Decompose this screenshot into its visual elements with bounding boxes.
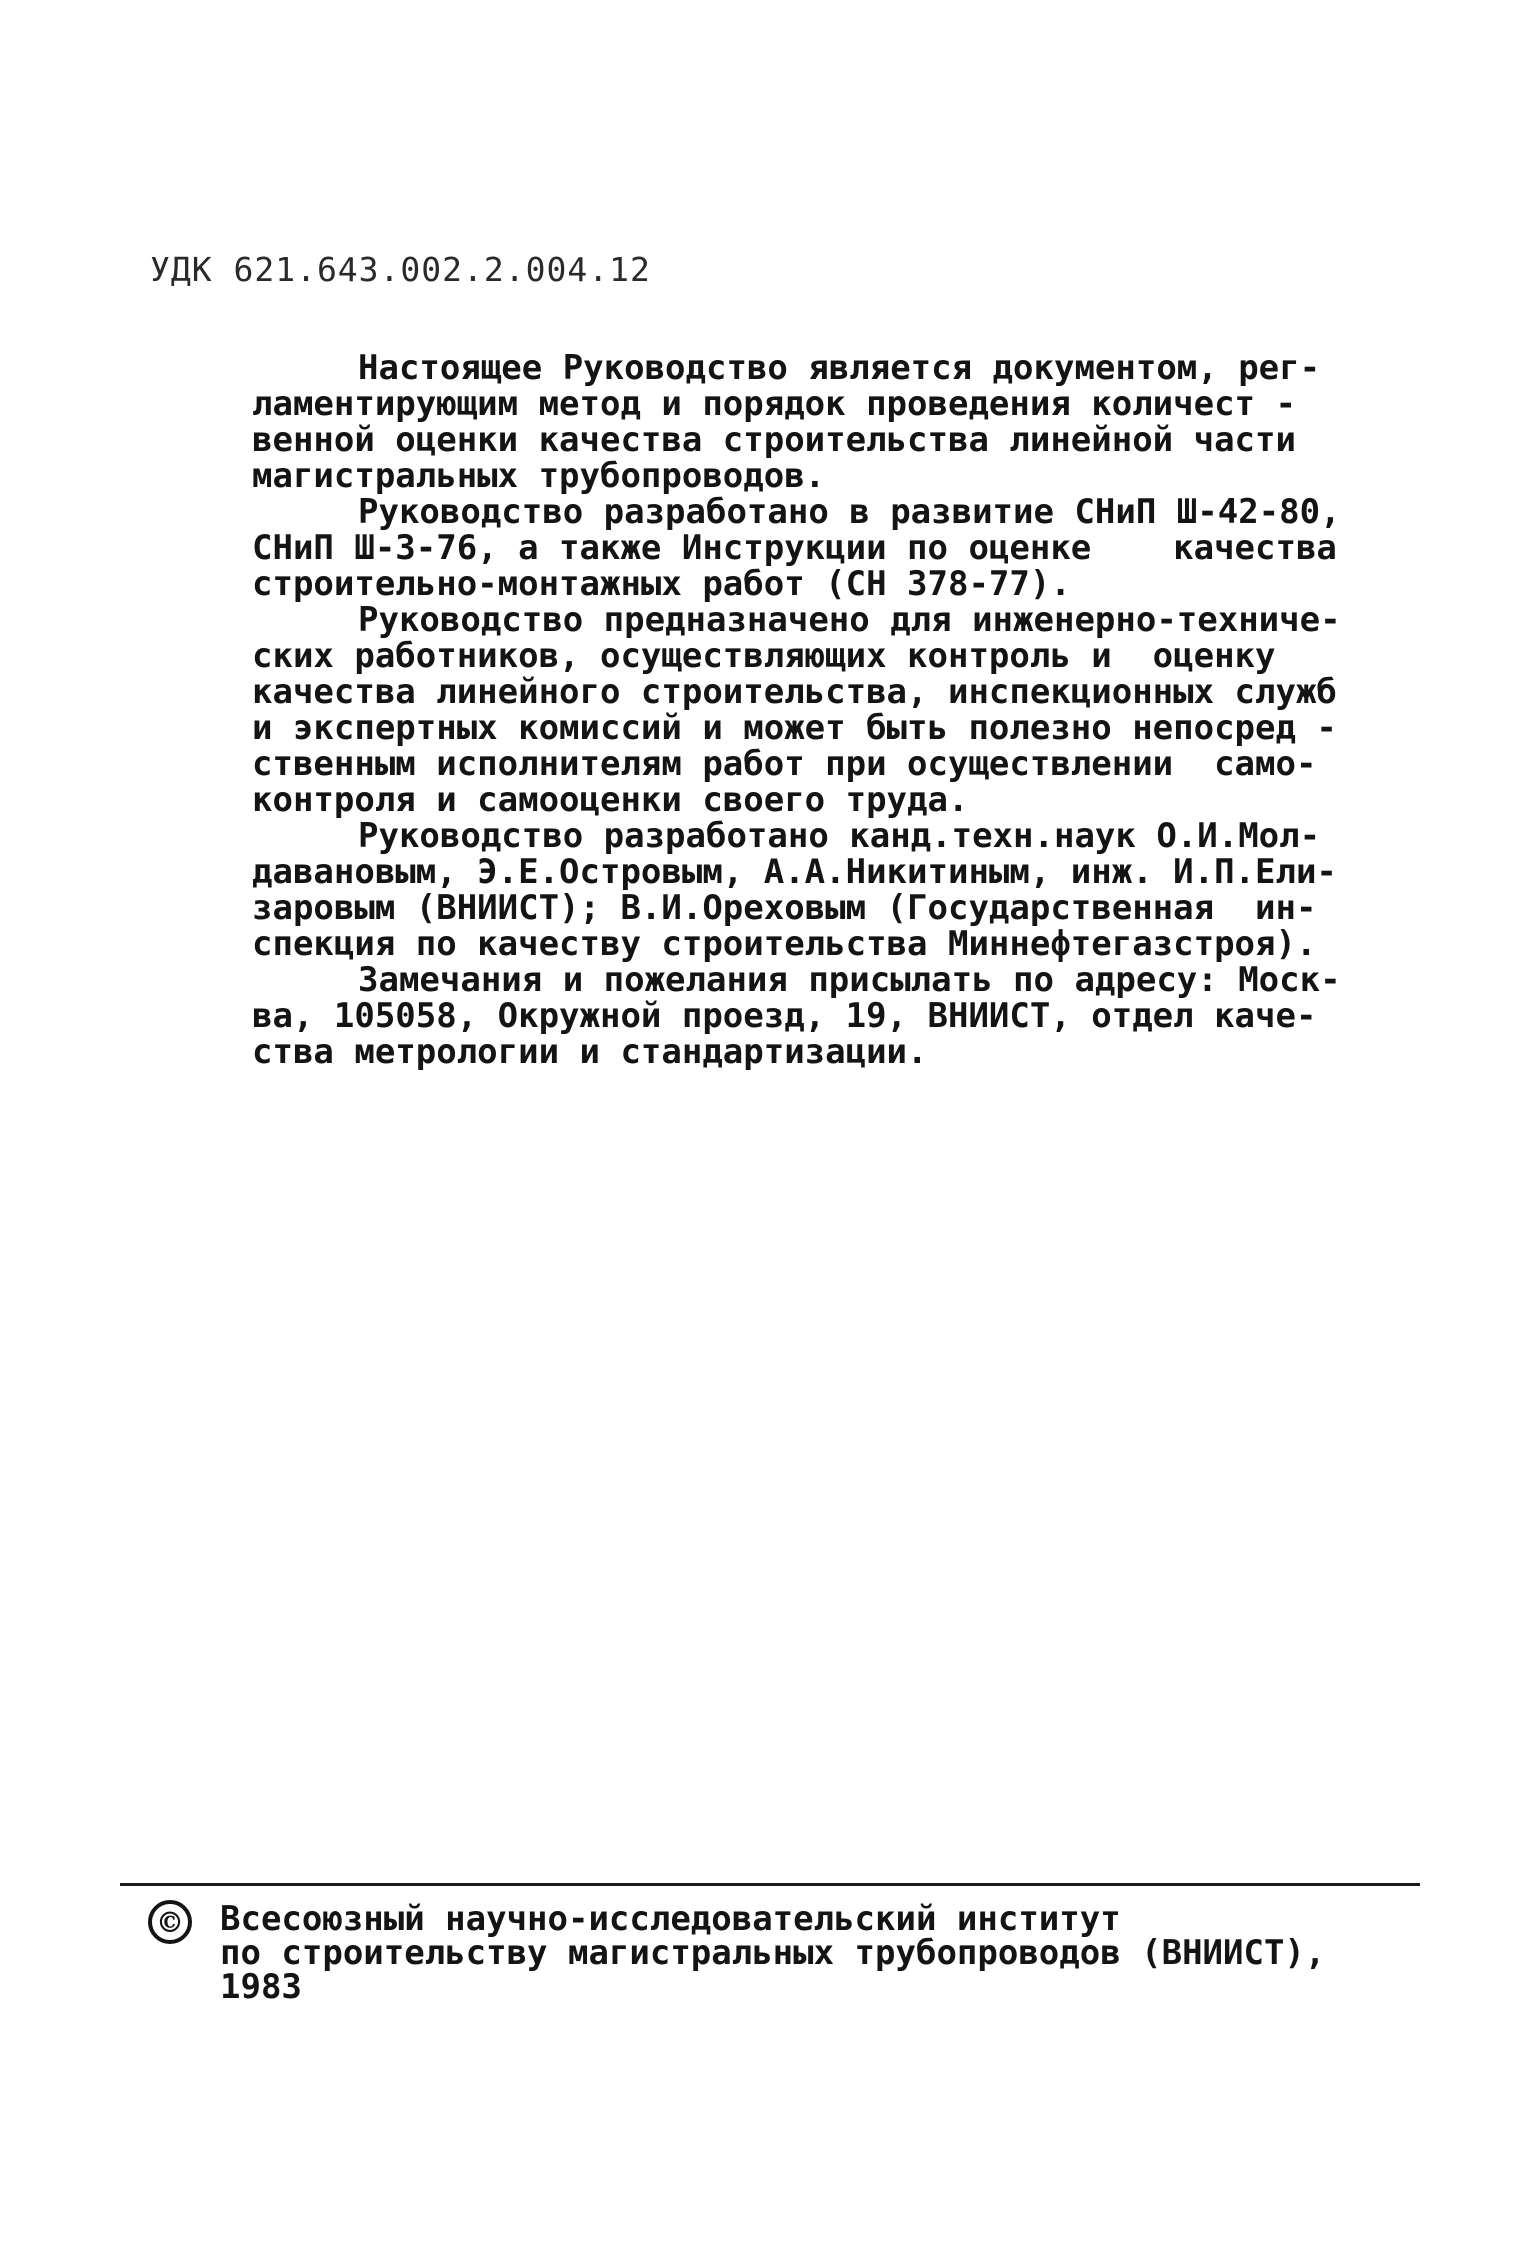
paragraph-line: Руководство предназначено для инженерно-техниче- [358, 600, 1341, 640]
udk-code: УДК 621.643.002.2.004.12 [150, 250, 651, 289]
copyright-icon: © [148, 1900, 192, 1944]
paragraph-purpose [252, 350, 1352, 494]
paragraph-audience [252, 602, 1352, 818]
copyright-line: по строительству магистральных трубопроводов (ВНИИСТ), [220, 1933, 1326, 1973]
paragraph-line: контроля и самооценки своего труда. [252, 780, 969, 820]
footer-divider [120, 1883, 1420, 1886]
paragraph-basis [252, 494, 1352, 602]
paragraph-line: ства метрологии и стандартизации. [252, 1032, 928, 1072]
paragraph-line: магистральных трубопроводов. [252, 456, 826, 496]
paragraph-line: ламентирующим метод и порядок проведения количест - [252, 384, 1296, 424]
paragraph-line: СНиП Ш-3-76, а также Инструкции по оценке качества [252, 528, 1337, 568]
copyright-line: 1983 [220, 1967, 302, 2007]
paragraph-line: Замечания и пожелания присылать по адресу: Моск- [358, 960, 1341, 1000]
paragraph-line: заровым (ВНИИСТ); В.И.Ореховым (Государственная ин- [252, 888, 1317, 928]
paragraph-line: Руководство разработано в развитие СНиП Ш-42-80, [358, 492, 1341, 532]
paragraph-line: ственным исполнителям работ при осуществлении само- [252, 744, 1317, 784]
paragraph-line: спекция по качеству строительства Миннефтегазстроя). [252, 924, 1317, 964]
document-body [252, 350, 1352, 1070]
paragraph-line: ских работников, осуществляющих контроль и оценку [252, 636, 1276, 676]
paragraph-line: Руководство разработано канд.техн.наук О.И.Мол- [358, 816, 1321, 856]
paragraph-line: давановым, Э.Е.Островым, А.А.Никитиным, инж. И.П.Ели- [252, 852, 1337, 892]
paragraph-authors [252, 818, 1352, 962]
paragraph-contact [252, 962, 1352, 1070]
copyright-line: Всесоюзный научно-исследовательский институт [220, 1899, 1121, 1939]
paragraph-line: и экспертных комиссий и может быть полезно непосред - [252, 708, 1337, 748]
paragraph-line: качества линейного строительства, инспекционных служб [252, 672, 1337, 712]
paragraph-line: Настоящее Руководство является документом, рег- [358, 348, 1321, 388]
paragraph-line: венной оценки качества строительства линейной части [252, 420, 1296, 460]
paragraph-line: строительно-монтажных работ (СН 378-77). [252, 564, 1071, 604]
paragraph-line: ва, 105058, Окружной проезд, 19, ВНИИСТ, отдел каче- [252, 996, 1317, 1036]
copyright-text [220, 1899, 1326, 2007]
